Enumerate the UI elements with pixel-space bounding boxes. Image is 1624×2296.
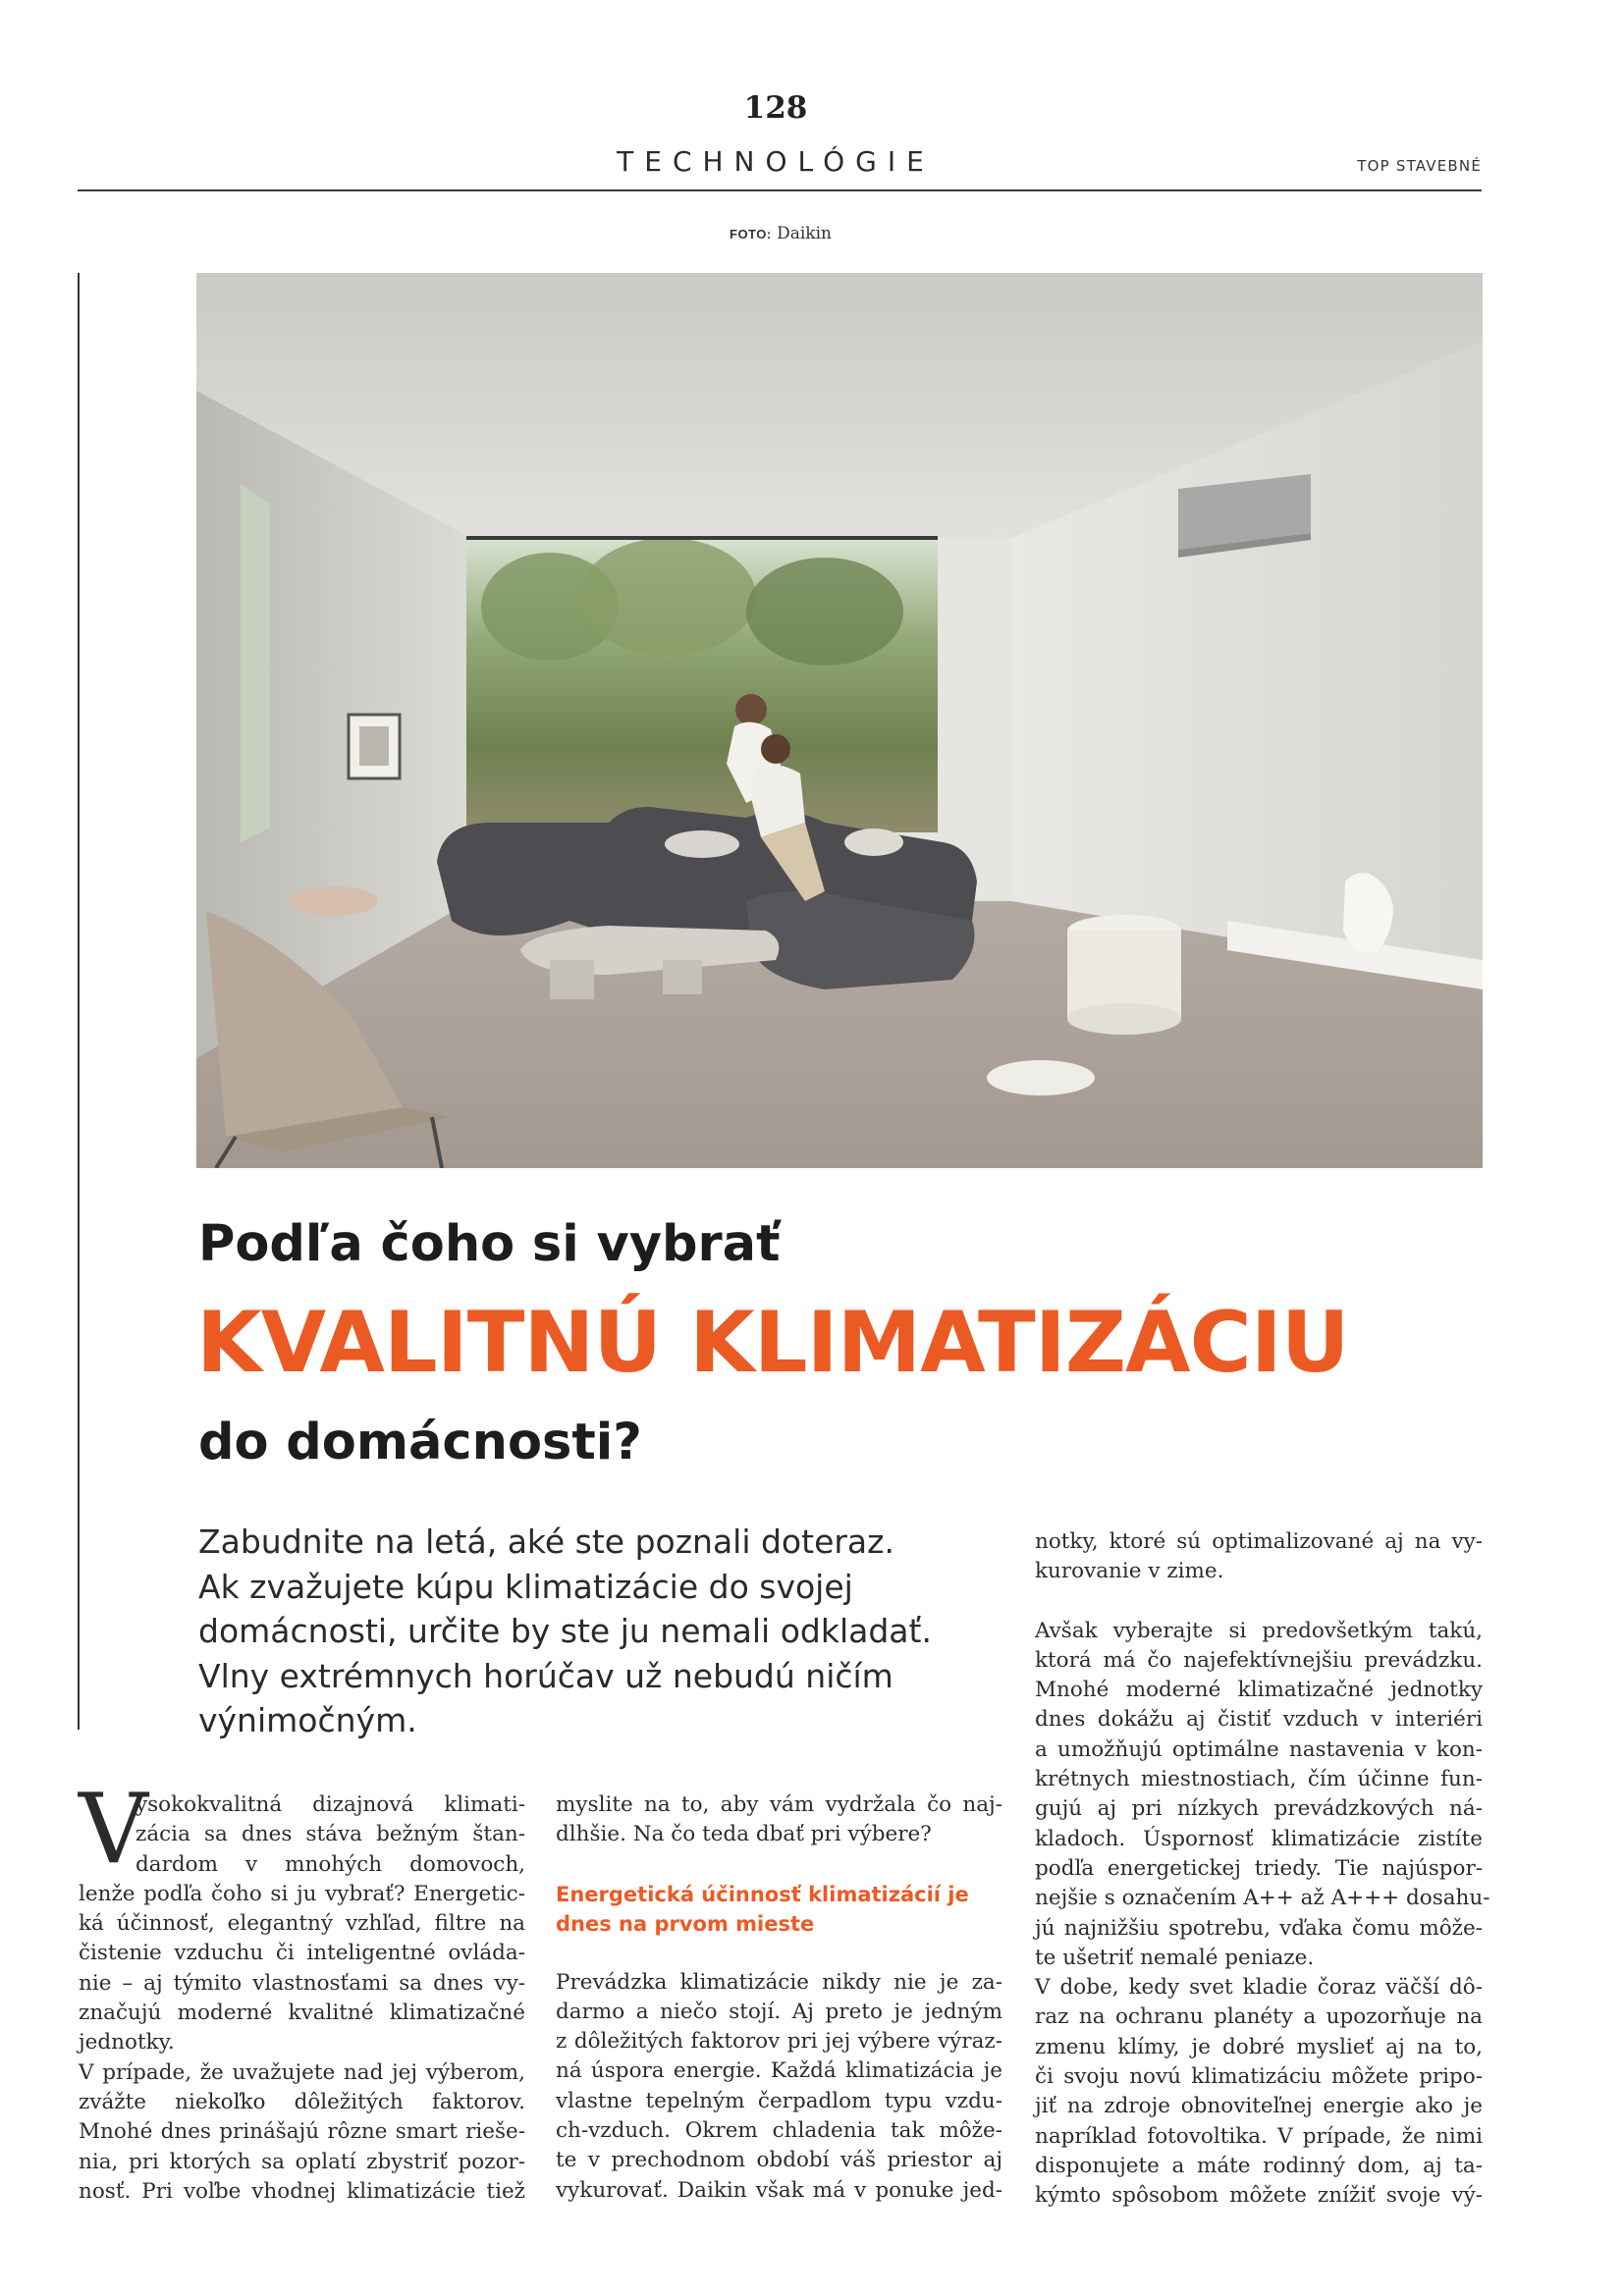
lead-line: domácnosti, určite by ste ju nemali odkladať. — [198, 1612, 932, 1650]
body-line: krétnych miestnostiach, čím účinne fun- — [1035, 1767, 1483, 1792]
body-line: ktorá má čo najefektívnejšiu prevádzku. — [1035, 1647, 1483, 1673]
body-line: Mnohé dnes prinášajú rôzne smart rieše- — [79, 2119, 525, 2145]
body-column-3 — [1035, 1527, 1490, 2212]
body-line: nosť. Pri voľbe vhodnej klimatizácie tiež — [79, 2178, 525, 2204]
hero-photo — [196, 273, 1483, 1168]
body-line: myslite na to, aby vám vydržala čo naj- — [556, 1792, 1002, 1817]
body-line: te ušetriť nemalé peniaze. — [1035, 1945, 1315, 1970]
body-line: V prípade, že uvažujete nad jej výberom, — [79, 2059, 525, 2085]
body-line: zácia sa dnes stáva bežným štan- — [135, 1822, 525, 1847]
article-subline: do domácnosti? — [198, 1414, 642, 1471]
body-line: Avšak vyberajte si predovšetkým takú, — [1035, 1618, 1483, 1643]
body-line: jednotky. — [79, 2030, 175, 2056]
body-line: zvážte niekoľko dôležitých faktorov. — [79, 2089, 525, 2114]
body-line: vlastne tepelným čerpadlom typu vzdu- — [556, 2088, 1002, 2113]
body-line: nie – aj týmito vlastnosťami sa dnes vy- — [79, 1970, 525, 1996]
body-line: dlhšie. Na čo teda dbať pri výbere? — [556, 1822, 932, 1847]
article-kicker: Podľa čoho si vybrať — [198, 1215, 781, 1273]
section-title: TECHNOLÓGIE — [617, 145, 935, 178]
header-divider — [78, 189, 1482, 191]
body-line: Prevádzka klimatizácie nikdy nie je za- — [556, 1969, 1002, 1995]
body-line: zmenu klímy, je dobré myslieť aj na to, — [1035, 2034, 1483, 2059]
body-line: dardom v mnohých domovoch, — [135, 1851, 525, 1877]
body-column-2 — [556, 1790, 1002, 2206]
body-line: či svoju novú klimatizáciu môžete pripo- — [1035, 2064, 1483, 2090]
drop-cap: V — [79, 1774, 148, 1886]
body-line: gujú aj pri nízkych prevádzkových ná- — [1035, 1796, 1483, 1822]
lead-line: Zabudnite na letá, aké ste poznali doteraz. — [198, 1522, 894, 1561]
section-subheading: Energetická účinnosť klimatizácií je — [556, 1882, 969, 1906]
body-line: nejšie s označením A++ až A+++ dosahu- — [1035, 1886, 1490, 1911]
body-line: te v prechodnom období váš priestor aj — [556, 2148, 1002, 2173]
body-line: z dôležitých faktorov pri jej výbere výraz- — [556, 2029, 1002, 2055]
body-line: napríklad fotovoltika. V prípade, že nimi — [1035, 2123, 1483, 2149]
body-column-1 — [79, 1774, 525, 2207]
body-line: čistenie vzduchu či inteligentné ovláda- — [79, 1941, 525, 1966]
lead-line: Ak zvažujete kúpu klimatizácie do svojej — [198, 1567, 853, 1606]
body-line: darmo a niečo stojí. Aj preto je jedným — [556, 1999, 1002, 2024]
body-line: značujú moderné kvalitné klimatizačné — [79, 2001, 525, 2026]
body-line: ká účinnosť, elegantný vzhľad, filtre na — [79, 1911, 525, 1937]
body-line: lenže podľa čoho si ju vybrať? Energetic- — [79, 1881, 525, 1906]
body-line: kurovanie v zime. — [1035, 1559, 1224, 1584]
body-line: ysokokvalitná dizajnová klimati- — [135, 1792, 525, 1817]
body-line: ná úspora energie. Každá klimatizácia je — [556, 2058, 1002, 2084]
body-line: ch-vzduch. Okrem chladenia tak môže- — [556, 2118, 1002, 2144]
article-headline: KVALITNÚ KLIMATIZÁCIU — [196, 1294, 1349, 1392]
body-line: notky, ktoré sú optimalizované aj na vy- — [1035, 1529, 1483, 1554]
photo-credit-label: FOTO: — [730, 227, 772, 241]
magazine-name: TOP STAVEBNÉ — [1357, 157, 1482, 175]
photo-credit-name: Daikin — [777, 224, 832, 243]
living-room-illustration — [196, 273, 1483, 1168]
body-line: kladoch. Úspornosť klimatizácie zistíte — [1035, 1826, 1483, 1851]
body-line: jú najnižšiu spotrebu, vďaka čomu môže- — [1035, 1915, 1483, 1941]
lead-paragraph — [198, 1520, 1013, 1743]
body-line: Mnohé moderné klimatizačné jednotky — [1035, 1678, 1483, 1703]
section-subheading: dnes na prvom mieste — [556, 1911, 815, 1936]
page-number: 128 — [743, 90, 808, 126]
body-line: podľa energetickej triedy. Tie najúspor- — [1035, 1855, 1483, 1881]
vertical-divider — [78, 273, 80, 1730]
body-line: jiť na zdroje obnoviteľnej energie ako je — [1035, 2094, 1483, 2119]
body-line: vykurovať. Daikin však má v ponuke jed- — [556, 2177, 1002, 2203]
body-line: kýmto spôsobom môžete znížiť svoje vý- — [1035, 2183, 1483, 2209]
lead-line: výnimočným. — [198, 1701, 417, 1739]
photo-credit — [0, 224, 1561, 243]
body-line: a umožňujú optimálne nastavenia v kon- — [1035, 1736, 1483, 1762]
body-line: nia, pri ktorých sa oplatí zbystriť pozor- — [79, 2149, 525, 2174]
lead-line: Vlny extrémnych horúčav už nebudú ničím — [198, 1656, 893, 1695]
body-line: disponujete a máte rodinný dom, aj ta- — [1035, 2153, 1483, 2178]
body-line: V dobe, kedy svet kladie čoraz väčší dô- — [1035, 1975, 1483, 2001]
body-line: raz na ochranu planéty a upozorňuje na — [1035, 2004, 1483, 2030]
body-line: dnes dokážu aj čistiť vzduch v interiéri — [1035, 1707, 1483, 1733]
